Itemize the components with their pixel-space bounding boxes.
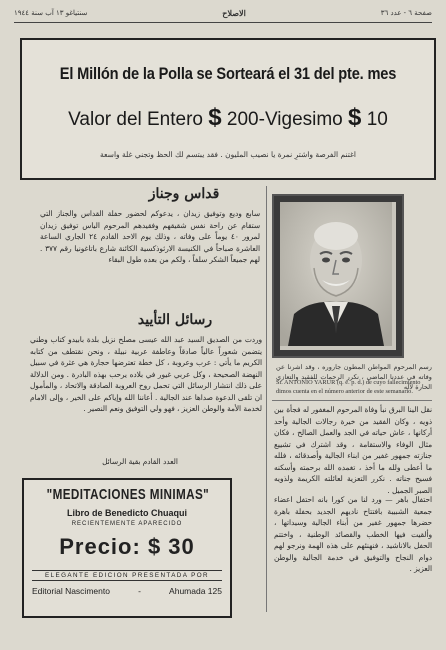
portrait-image [280, 202, 396, 350]
header-date: سنتياغو ١٣ آب سنة ١٩٤٤ [14, 9, 88, 17]
lottery-headline: El Millón de la Polla se Sorteará el 31 del pte. mes [59, 64, 397, 83]
book-recent: RECIENTEMENTE APARECIDO [71, 521, 183, 527]
header-masthead: الاصلاح [222, 8, 246, 18]
book-advertisement [22, 478, 232, 618]
dollar-sign: $ [208, 104, 222, 131]
book-publisher-line [32, 586, 222, 596]
column-divider [266, 186, 267, 612]
mass-heading: قداس وجناز [148, 186, 220, 202]
book-author: Libro de Benedicto Chuaqui [66, 508, 187, 518]
condolence-body: وردت من الصديق السيد عبد الله عيسى مصلح نزيل بلدة بابيدو كتاب وطني يتضمن شعوراً عالياً صادقاً وعاطفة عربية نبيلة ، ونحن نقتطف من كتابه الكريم ما يأتي : عرب وعروبة ، كل خطة تعترضها حجارة هي عثرة في سبيل النهضة الصحيحة ، وكل عربي غيور في بلاده يرحب بهذه البادرة . ومن الدلالة على ذلك انتشار الرسائل التي تحمل روح العروبة الصادقة والاتحاد ، والمأمول ان تلقى الدعوة صداها عند الجالية . أعاننا الله وإياكم على الخير ، وإلى الامام لخدمة الأمة والوطن العزيز ، فهو ولي التوفيق ونعم النصير . [30, 335, 262, 413]
lottery-advertisement [20, 38, 436, 180]
portrait-caption-latin: Sr. ANTONIO YARUR (q. e. p. d.) de cuyo fallecimiento dimos cuenta en el número anterior de este semanario. [276, 379, 421, 395]
celebration-body: احتفال باهر — ورد لنا من كورا بانه احتفل اعضاء جمعية الشبيبة بافتتاح ناديهم الجديد بحفلة باهرة حضرها جمهور غفير من أبناء الجالية وسيداتها ، وألقيت فيها الخطب والقصائد الوطنية ، واختتم الحفل بالاناشيد ، فنهنئهم على هذه الهمة ونرجو لهم دوام النجاح والتوفيق في خدمة الجالية والوطن العزيز . [274, 495, 432, 573]
book-price: $ 30 [147, 534, 195, 559]
right-column-rule [272, 400, 432, 401]
book-price-label: Precio: [59, 534, 141, 559]
obituary-body: نقل الينا البرق نبأ وفاة المرحوم المغفور له فجأة بين ذويه ، وكان الفقيد من خيرة رجالات الجالية وأحد أركانها ، عاش حياته في الجد والعمل الصالح ، فكان مثال الوفاء والاستقامة ، وقد اشترك في تشييع جنازته جمهور غفير من ابناء الجالية وأصدقائه ، فلله ما أعطى ولله ما أخذ ، تغمده الله برحمته وأسكنه فسيح جناته . نكرر التعزية لعائلته الكريمة ولذويه الصبر الجميل . [274, 405, 432, 495]
dollar-sign: $ [348, 104, 362, 131]
lottery-subtext: اغتنم الفرصة واشترِ نمرة يا نصيب المليون . فقد يبتسم لك الحظ وتجني غلة واسعة [100, 150, 356, 159]
book-dash: - [138, 586, 141, 596]
header-rule [14, 22, 432, 23]
header-page-number: صفحة ٦ - عدد ٣٦ [380, 9, 432, 17]
portrait-illustration [280, 202, 392, 346]
vigesimo-price: 10 [366, 109, 388, 130]
portrait-caption-arabic: رسم المرحوم المواطن المطون جاروره ، وقد اشرنا عن وفاته في عددنا الماضي ، نكرر الرحمات للفقيد والتعازي الحارة لآله [276, 363, 432, 391]
condolence-heading: رسائل التأييد [137, 312, 213, 328]
book-title: "MEDITACIONES MINIMAS" [46, 486, 210, 503]
entero-price: 200 [226, 109, 259, 130]
book-price-line [24, 534, 230, 560]
page-header [14, 6, 432, 20]
book-address: Ahumada 125 [169, 586, 222, 596]
book-publisher: Editorial Nascimento [32, 586, 110, 596]
condolence-signoff: العدد القادم بقية الرسائل [102, 457, 178, 466]
vigesimo-label: Vigesimo [264, 109, 343, 130]
portrait-photo [272, 194, 404, 358]
mass-body: سابع وديع وتوفيق زيدان ، يدعوكم لحضور حفلة القداس والجناز التي ستقام عن راحة نفس شقيقهم وفقيدهم المرحوم الياس توفيق زيدان لمرور ٤٠ يوماً على وفاته ، وذلك يوم الاحد القادم ٢٤ الجاري الساعة العاشرة صباحاً في الكنيسة الارثوذكسية الكائنة شارع باتاغونيا رقم ٣٧٧ . لهم جميعاً الشكر سلفاً ، ولكم من بعده طول البقاء [40, 209, 261, 264]
entero-label: Valor del Entero [68, 109, 203, 130]
lottery-price-line [22, 104, 434, 132]
book-edition: ELEGANTE EDICION PRESENTADA POR [32, 570, 222, 581]
price-dash: - [258, 109, 265, 130]
